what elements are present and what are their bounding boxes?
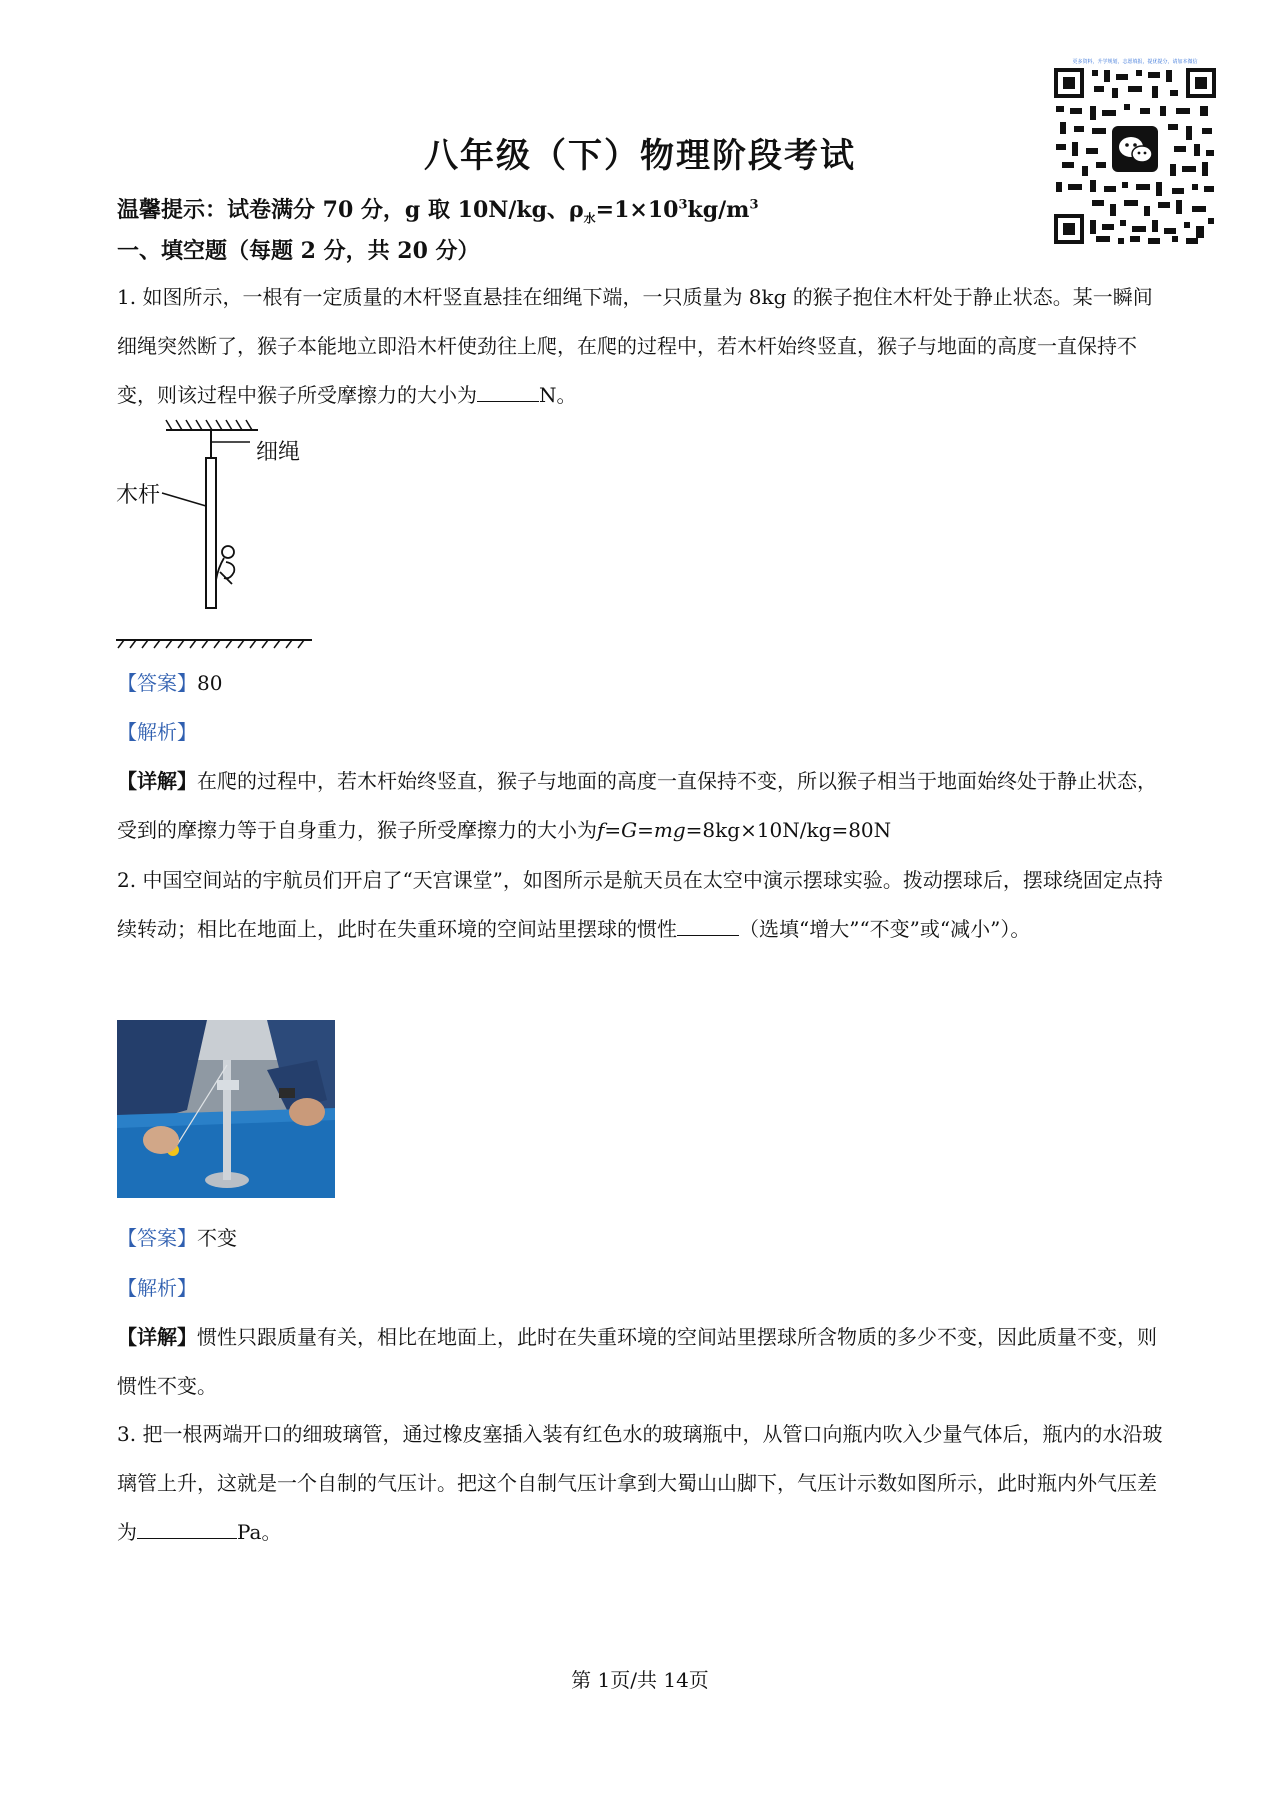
exam-tip: [117, 193, 759, 226]
question-2: [117, 856, 1167, 954]
page-title: 八年级（下）物理阶段考试: [424, 136, 856, 176]
rod-label: 木杆: [116, 483, 161, 508]
section-heading: 一、填空题（每题 2 分，共 20 分）: [117, 238, 480, 264]
q3-text-a: 3. 把一根两端开口的细玻璃管，通过橡皮塞插入装有红色水的玻璃瓶中，从管口向瓶内吹入少量气体后，瓶内的水沿玻璃管上升，这就是一个自制的气压计。把这个自制气压计拿到大蜀山山脚下，气压计示数如图所示，此时瓶内外气压差为: [117, 1422, 1163, 1544]
qr-caption: 更多资料，升学规划，志愿填报，提优提分，请加本微信: [1072, 59, 1198, 65]
q1-answer-blank: [477, 381, 539, 402]
q2-detail: [117, 1313, 1167, 1411]
q2-photo: [117, 1020, 335, 1198]
rope-label: 细绳: [256, 440, 301, 465]
q1-detail-tag: 【详解】: [117, 769, 197, 793]
q1-answer: [117, 667, 222, 696]
q1-detail-a: 在爬的过程中，若木杆始终竖直，猴子与地面的高度一直保持不变，所以猴子相当于地面始终处于静止状态，受到的摩擦力等于自身重力，猴子所受摩擦力的大小为: [117, 769, 1157, 842]
tip-subscript: 水: [583, 211, 596, 226]
q2-text-b: （选填“增大”“不变”或“减小”）。: [739, 917, 1031, 941]
q1-text-a: 1. 如图所示，一根有一定质量的木杆竖直悬挂在细绳下端，一只质量为 8kg 的猴子抱住木杆处于静止状态。某一瞬间细绳突然断了，猴子本能地立即沿木杆使劲往上爬，在爬的过程中，若木杆始终竖直，猴子与地面的高度一直保持不变，则该过程中猴子所受摩擦力的大小为: [117, 285, 1153, 407]
q2-answer-tag: 【答案】: [117, 1226, 197, 1250]
q1-answer-value: 80: [197, 671, 223, 695]
tip-text-a: 温馨提示：试卷满分 70 分，g 取 10N/kg、ρ: [117, 197, 584, 223]
q2-answer: [117, 1222, 237, 1251]
q1-detail: [117, 757, 1167, 855]
tip-superscript2: 3: [749, 197, 759, 213]
q1-analysis-tag: 【解析】: [117, 720, 197, 744]
page-footer: 第 1页/共 14页: [571, 1668, 709, 1692]
question-1: [117, 273, 1167, 420]
q2-text-a: 2. 中国空间站的宇航员们开启了“天宫课堂”，如图所示是航天员在太空中演示摆球实验。拨动摆球后，摆球绕固定点持续转动；相比在地面上，此时在失重环境的空间站里摆球的惯性: [117, 868, 1163, 941]
q1-text-b: N。: [539, 383, 577, 407]
q1-detail-b: =8kg×10N/kg=80N: [685, 818, 892, 842]
tip-superscript: 3: [678, 197, 688, 213]
q2-detail-tag: 【详解】: [117, 1325, 197, 1349]
q2-answer-blank: [677, 915, 739, 936]
q2-answer-value: 不变: [197, 1226, 237, 1250]
tip-text-c: kg/m: [687, 197, 750, 223]
q1-answer-tag: 【答案】: [117, 671, 197, 695]
q2-detail-text: 惯性只跟质量有关，相比在地面上，此时在失重环境的空间站里摆球所含物质的多少不变，因此质量不变，则惯性不变。: [117, 1325, 1157, 1398]
q3-answer-blank: [137, 1518, 237, 1539]
q3-text-b: Pa。: [237, 1520, 282, 1544]
tip-text-b: =1×10: [595, 197, 679, 223]
question-3: [117, 1410, 1167, 1557]
q2-analysis-tag: 【解析】: [117, 1276, 197, 1300]
q1-detail-formula: f=G=mg: [597, 818, 686, 842]
